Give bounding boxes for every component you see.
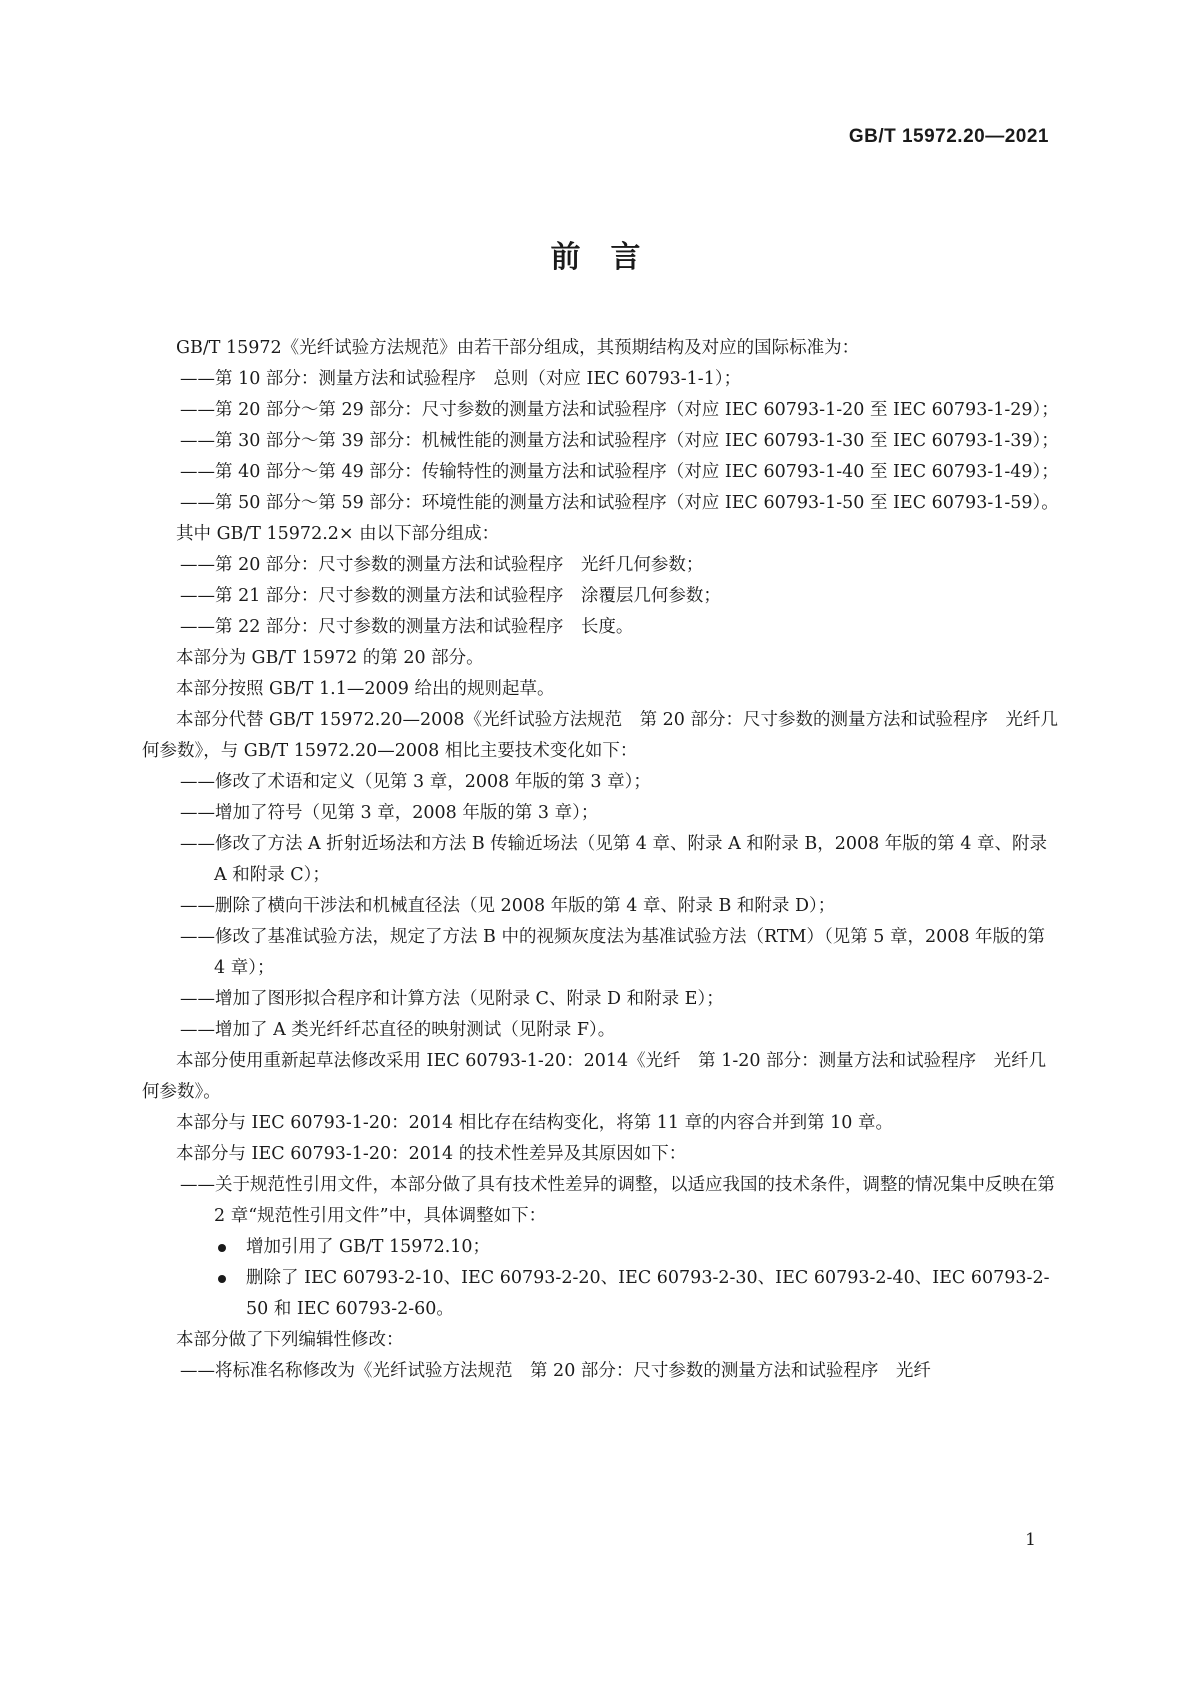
change-item-terms: ——修改了术语和定义（见第 3 章，2008 年版的第 3 章）； bbox=[180, 772, 651, 792]
bullet-text: 删除了 IEC 60793-2-10、IEC 60793-2-20、IEC 60793-2-30、IEC 60793-2-40、IEC 60793-2-50 和 IEC 60793-2-60。 bbox=[246, 1268, 1050, 1319]
bullet-icon bbox=[218, 1244, 226, 1252]
paragraph-part-statement: 本部分为 GB/T 15972 的第 20 部分。 bbox=[176, 648, 484, 668]
change-item-reference-method: ——修改了基准试验方法，规定了方法 B 中的视频灰度法为基准试验方法（RTM）（见第 5 章，2008 年版的第 4 章）； bbox=[180, 927, 1046, 978]
list-item-part-10: ——第 10 部分：测量方法和试验程序 总则（对应 IEC 60793-1-1）； bbox=[180, 369, 742, 389]
document-body bbox=[142, 333, 1060, 1387]
paragraph-drafting-rules: 本部分按照 GB/T 1.1—2009 给出的规则起草。 bbox=[176, 679, 555, 699]
page-title: 前 言 bbox=[550, 240, 641, 275]
subparts-intro: 其中 GB/T 15972.2× 由以下部分组成： bbox=[176, 524, 500, 544]
intro-paragraph: GB/T 15972《光纤试验方法规范》由若干部分组成，其预期结构及对应的国际标准为： bbox=[176, 338, 860, 358]
list-item-part-22: ——第 22 部分：尺寸参数的测量方法和试验程序 长度。 bbox=[180, 617, 634, 637]
list-item-part-20-29: ——第 20 部分～第 29 部分：尺寸参数的测量方法和试验程序（对应 IEC 60793-1-20 至 IEC 60793-1-29）； bbox=[180, 400, 1059, 420]
standard-number: GB/T 15972.20—2021 bbox=[848, 126, 1049, 147]
bullet-icon bbox=[218, 1275, 226, 1283]
change-item-symbols: ——增加了符号（见第 3 章，2008 年版的第 3 章）； bbox=[180, 803, 599, 823]
paragraph-adoption: 本部分使用重新起草法修改采用 IEC 60793-1-20：2014《光纤 第 1-20 部分：测量方法和试验程序 光纤几何参数》。 bbox=[142, 1051, 1047, 1102]
list-item-part-30-39: ——第 30 部分～第 39 部分：机械性能的测量方法和试验程序（对应 IEC 60793-1-30 至 IEC 60793-1-39）； bbox=[180, 431, 1059, 451]
paragraph-editorial-changes: 本部分做了下列编辑性修改： bbox=[176, 1330, 404, 1350]
change-item-mapping: ——增加了 A 类光纤纤芯直径的映射测试（见附录 F）。 bbox=[180, 1020, 616, 1040]
paragraph-structure-change: 本部分与 IEC 60793-1-20：2014 相比存在结构变化，将第 11 章的内容合并到第 10 章。 bbox=[176, 1113, 893, 1133]
list-item-part-40-49: ——第 40 部分～第 49 部分：传输特性的测量方法和试验程序（对应 IEC 60793-1-40 至 IEC 60793-1-49）； bbox=[180, 462, 1059, 482]
difference-item-references: ——关于规范性引用文件，本部分做了具有技术性差异的调整，以适应我国的技术条件，调整的情况集中反映在第 2 章“规范性引用文件”中，具体调整如下： bbox=[180, 1175, 1055, 1226]
editorial-item-title: ——将标准名称修改为《光纤试验方法规范 第 20 部分：尺寸参数的测量方法和试验程序 光纤 bbox=[180, 1361, 931, 1381]
change-item-fitting: ——增加了图形拟合程序和计算方法（见附录 C、附录 D 和附录 E）； bbox=[180, 989, 724, 1009]
page-number: 1 bbox=[1025, 1530, 1036, 1550]
list-item-part-20: ——第 20 部分：尺寸参数的测量方法和试验程序 光纤几何参数； bbox=[180, 555, 704, 575]
list-item-part-21: ——第 21 部分：尺寸参数的测量方法和试验程序 涂覆层几何参数； bbox=[180, 586, 721, 606]
list-item-part-50-59: ——第 50 部分～第 59 部分：环境性能的测量方法和试验程序（对应 IEC 60793-1-50 至 IEC 60793-1-59）。 bbox=[180, 493, 1059, 513]
paragraph-replaces: 本部分代替 GB/T 15972.20—2008《光纤试验方法规范 第 20 部分：尺寸参数的测量方法和试验程序 光纤几何参数》，与 GB/T 15972.20—2008 相比主要技术变化如下： bbox=[142, 710, 1058, 761]
paragraph-technical-differences: 本部分与 IEC 60793-1-20：2014 的技术性差异及其原因如下： bbox=[176, 1144, 687, 1164]
bullet-text: 增加引用了 GB/T 15972.10； bbox=[246, 1237, 491, 1257]
bullet-item bbox=[142, 1232, 1060, 1263]
change-item-methods-a-b: ——修改了方法 A 折射近场法和方法 B 传输近场法（见第 4 章、附录 A 和附录 B，2008 年版的第 4 章、附录 A 和附录 C）； bbox=[180, 834, 1048, 885]
change-item-deleted-methods: ——删除了横向干涉法和机械直径法（见 2008 年版的第 4 章、附录 B 和附录 D）； bbox=[180, 896, 836, 916]
bullet-item bbox=[142, 1263, 1060, 1325]
